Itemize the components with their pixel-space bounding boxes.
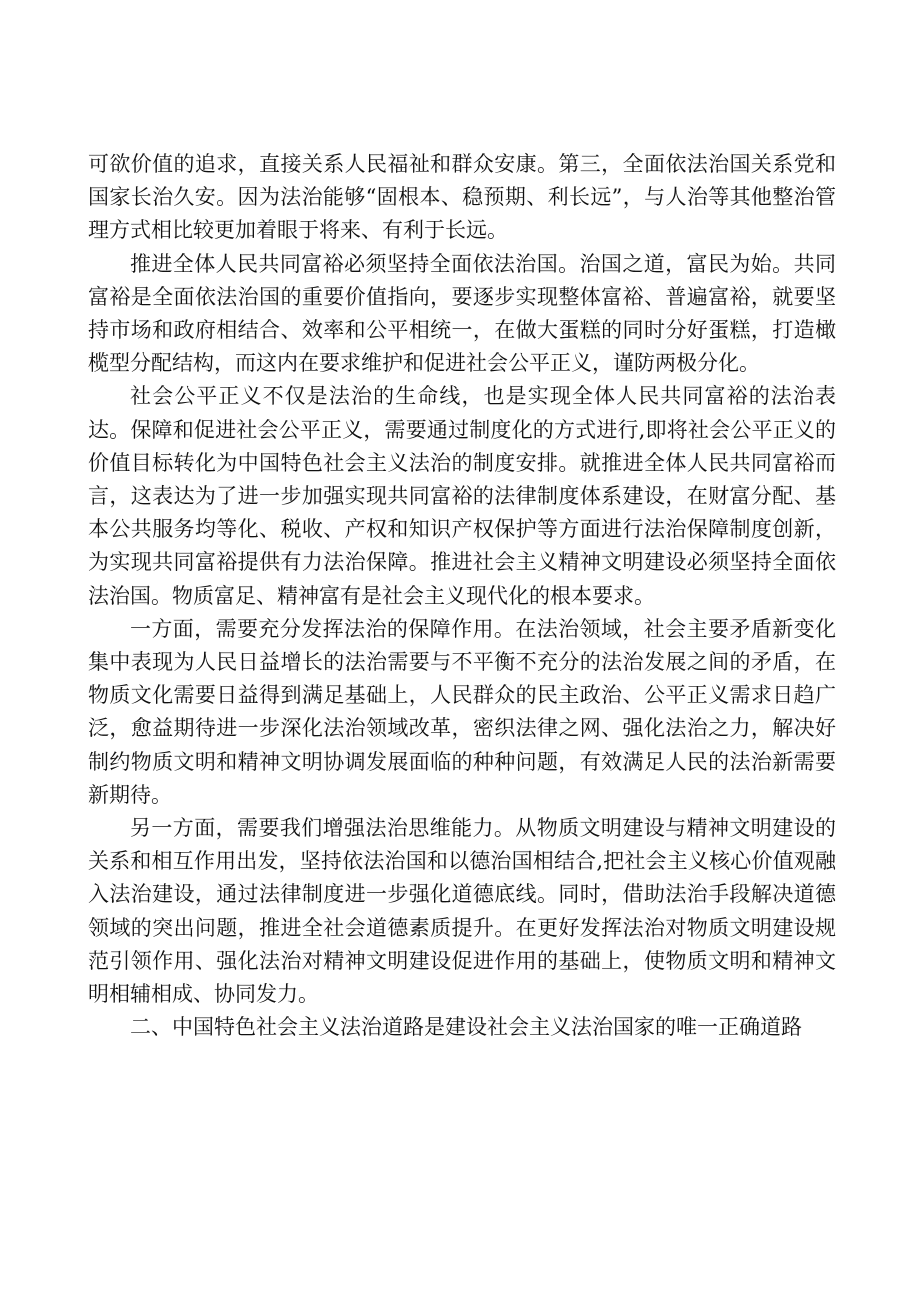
paragraph-social-justice: 社会公平正义不仅是法治的生命线，也是实现全体人民共同富裕的法治表达。保障和促进社会公平正义，需要通过制度化的方式进行,即将社会公平正义的价值目标转化为中国特色社会主义法治的制度安排。就推进全体人民共同富裕而言，这表达为了进一步加强实现共同富裕的法律制度体系建设，在财富分配、基本公共服务均等化、税收、产权和知识产权保护等方面进行法治保障制度创新，为实现共同富裕提供有力法治保障。推进社会主义精神文明建设必须坚持全面依法治国。物质富足、精神富有是社会主义现代化的根本要求。 xyxy=(88,384,836,608)
paragraph-on-one-hand: 一方面，需要充分发挥法治的保障作用。在法治领域，社会主要矛盾新变化集中表现为人民日益增长的法治需要与不平衡不充分的法治发展之间的矛盾，在物质文化需要日益得到满足基础上，人民群众的民主政治、公平正义需求日趋广泛，愈益期待进一步深化法治领域改革，密织法律之网、强化法治之力，解决好制约物质文明和精神文明协调发展面临的种种问题，有效满足人民的法治新需要新期待。 xyxy=(88,616,836,807)
paragraph-continuation: 可欲价值的追求，直接关系人民福祉和群众安康。第三，全面依法治国关系党和国家长治久安。因为法治能够“固根本、稳预期、利长远”，与人治等其他整治管理方式相比较更加着眼于将来、有利于长远。 xyxy=(88,152,836,243)
document-page xyxy=(88,148,836,1044)
paragraph-on-other-hand: 另一方面，需要我们增强法治思维能力。从物质文明建设与精神文明建设的关系和相互作用出发，坚持依法治国和以德治国相结合,把社会主义核心价值观融入法治建设，通过法律制度进一步强化道德底线。同时，借助法治手段解决道德领域的突出问题，推进全社会道德素质提升。在更好发挥法治对物质文明建设规范引领作用、强化法治对精神文明建设促进作用的基础上，使物质文明和精神文明相辅相成、协同发力。 xyxy=(88,816,836,1007)
section-heading-two: 二、中国特色社会主义法治道路是建设社会主义法治国家的唯一正确道路 xyxy=(130,1015,802,1040)
paragraph-common-prosperity: 推进全体人民共同富裕必须坚持全面依法治国。治国之道，富民为始。共同富裕是全面依法治国的重要价值指向，要逐步实现整体富裕、普遍富裕，就要坚持市场和政府相结合、效率和公平相统一，在做大蛋糕的同时分好蛋糕，打造橄榄型分配结构，而这内在要求维护和促进社会公平正义，谨防两极分化。 xyxy=(88,251,836,376)
